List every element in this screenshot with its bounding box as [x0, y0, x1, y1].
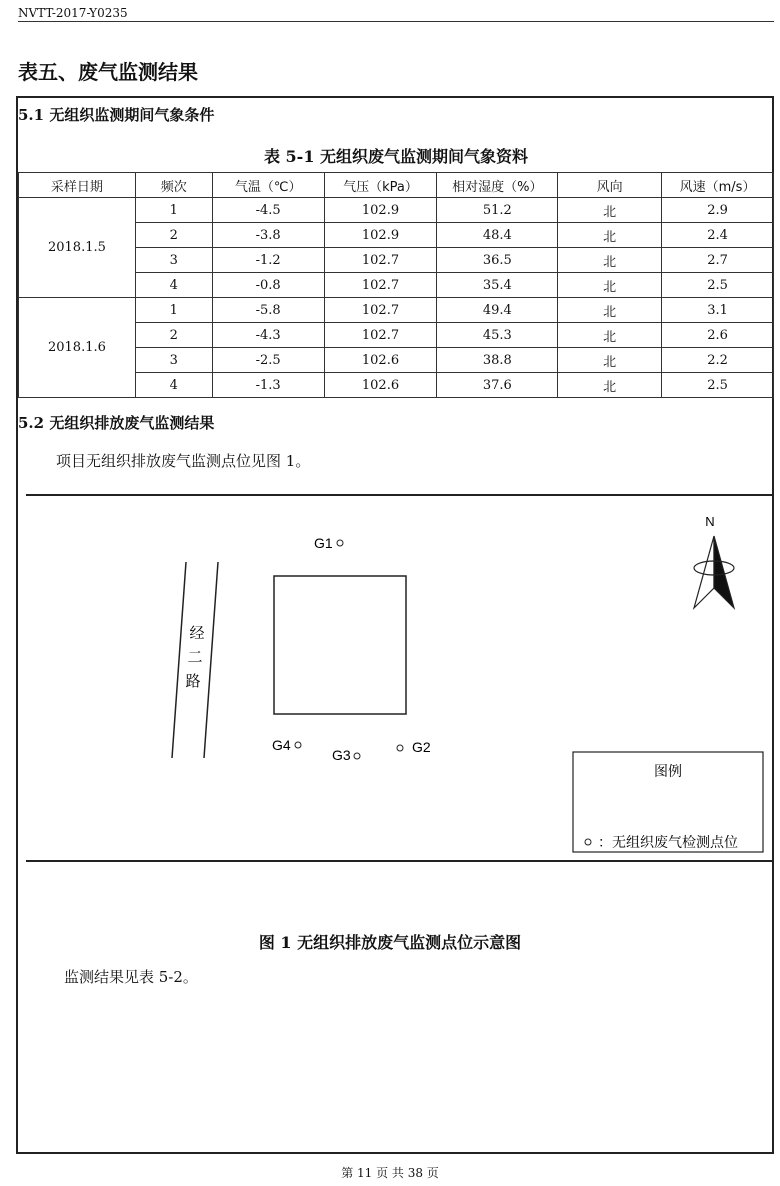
monitoring-point-g2	[397, 745, 403, 751]
table-cell: 2.4	[662, 223, 774, 248]
table-cell: 北	[558, 198, 662, 223]
table-cell: -0.8	[212, 273, 324, 298]
table-cell: 北	[558, 323, 662, 348]
table-cell: -3.8	[212, 223, 324, 248]
col-header-date: 采样日期	[19, 173, 136, 198]
table-title: 表 5-1 无组织废气监测期间气象资料	[263, 147, 529, 166]
table-cell: 2.5	[662, 273, 774, 298]
table-cell: 102.7	[324, 273, 437, 298]
monitoring-site-map	[26, 496, 774, 860]
col-header-wind-direction: 风向	[558, 173, 662, 198]
road-edge-right	[204, 562, 218, 758]
road-label-char: 二	[187, 649, 203, 666]
subsection-title-5-2: 5.2 无组织排放废气监测结果	[18, 414, 215, 432]
section-title: 表五、废气监测结果	[18, 60, 198, 84]
north-arrow-icon	[694, 514, 734, 608]
page-footer: 第 11 页 共 38 页	[341, 1166, 439, 1180]
table-cell: 35.4	[437, 273, 558, 298]
map-legend	[573, 752, 763, 852]
table-cell: 北	[558, 273, 662, 298]
table-cell: -4.3	[212, 323, 324, 348]
table-cell: -2.5	[212, 348, 324, 373]
table-row	[19, 198, 774, 223]
paragraph-points-reference: 项目无组织排放废气监测点位见图 1。	[56, 452, 311, 470]
table-cell: 3.1	[662, 298, 774, 323]
table-cell: -4.5	[212, 198, 324, 223]
factory-site-outline	[274, 576, 406, 714]
monitoring-point-g3	[354, 753, 360, 759]
table-cell: 102.6	[324, 348, 437, 373]
table-cell: 2	[135, 323, 212, 348]
legend-item-label: ：无组织废气检测点位	[598, 834, 738, 850]
road-label-char: 路	[185, 673, 201, 690]
table-cell: 36.5	[437, 248, 558, 273]
north-label: N	[705, 514, 715, 529]
date-cell: 2018.1.6	[19, 298, 136, 398]
monitoring-point-g1	[337, 540, 343, 546]
col-header-temperature: 气温（℃）	[212, 173, 324, 198]
header-divider	[18, 21, 774, 22]
paragraph-results-reference: 监测结果见表 5-2。	[64, 968, 198, 986]
table-cell: -5.8	[212, 298, 324, 323]
point-label-g2: G2	[412, 739, 431, 755]
table-cell: 2.7	[662, 248, 774, 273]
point-label-g1: G1	[314, 535, 333, 551]
table-cell: 4	[135, 373, 212, 398]
legend-title: 图例	[654, 763, 682, 779]
legend-point-symbol	[585, 839, 591, 845]
monitoring-point-g4	[295, 742, 301, 748]
col-header-frequency: 频次	[135, 173, 212, 198]
table-cell: 北	[558, 248, 662, 273]
table-cell: 102.7	[324, 248, 437, 273]
table-cell: 102.9	[324, 223, 437, 248]
point-label-g4: G4	[272, 737, 291, 753]
table-cell: 北	[558, 298, 662, 323]
table-cell: 2.2	[662, 348, 774, 373]
weather-table	[18, 172, 774, 398]
road-edge-left	[172, 562, 186, 758]
col-header-pressure: 气压（kPa）	[324, 173, 437, 198]
table-cell: 45.3	[437, 323, 558, 348]
table-cell: 37.6	[437, 373, 558, 398]
table-cell: 2	[135, 223, 212, 248]
table-cell: 北	[558, 373, 662, 398]
table-cell: 3	[135, 248, 212, 273]
figure-bottom-rule	[26, 860, 774, 862]
document-code: NVTT-2017-Y0235	[18, 6, 128, 20]
col-header-wind-speed: 风速（m/s）	[662, 173, 774, 198]
table-cell: 2.9	[662, 198, 774, 223]
subsection-title-5-1: 5.1 无组织监测期间气象条件	[18, 106, 215, 124]
table-cell: 北	[558, 223, 662, 248]
figure-caption: 图 1 无组织排放废气监测点位示意图	[258, 933, 522, 952]
table-cell: 102.6	[324, 373, 437, 398]
table-cell: 38.8	[437, 348, 558, 373]
table-cell: 2.6	[662, 323, 774, 348]
table-cell: 2.5	[662, 373, 774, 398]
table-cell: -1.3	[212, 373, 324, 398]
table-cell: 102.7	[324, 298, 437, 323]
table-cell: 102.9	[324, 198, 437, 223]
table-cell: 1	[135, 198, 212, 223]
road-label-char: 经	[189, 625, 205, 642]
date-cell: 2018.1.5	[19, 198, 136, 298]
table-cell: 4	[135, 273, 212, 298]
table-cell: 北	[558, 348, 662, 373]
table-cell: -1.2	[212, 248, 324, 273]
table-cell: 51.2	[437, 198, 558, 223]
table-row	[19, 298, 774, 323]
table-cell: 3	[135, 348, 212, 373]
table-cell: 48.4	[437, 223, 558, 248]
table-cell: 1	[135, 298, 212, 323]
table-cell: 102.7	[324, 323, 437, 348]
point-label-g3: G3	[332, 747, 351, 763]
col-header-humidity: 相对湿度（%）	[437, 173, 558, 198]
table-header-row	[19, 173, 774, 198]
table-cell: 49.4	[437, 298, 558, 323]
